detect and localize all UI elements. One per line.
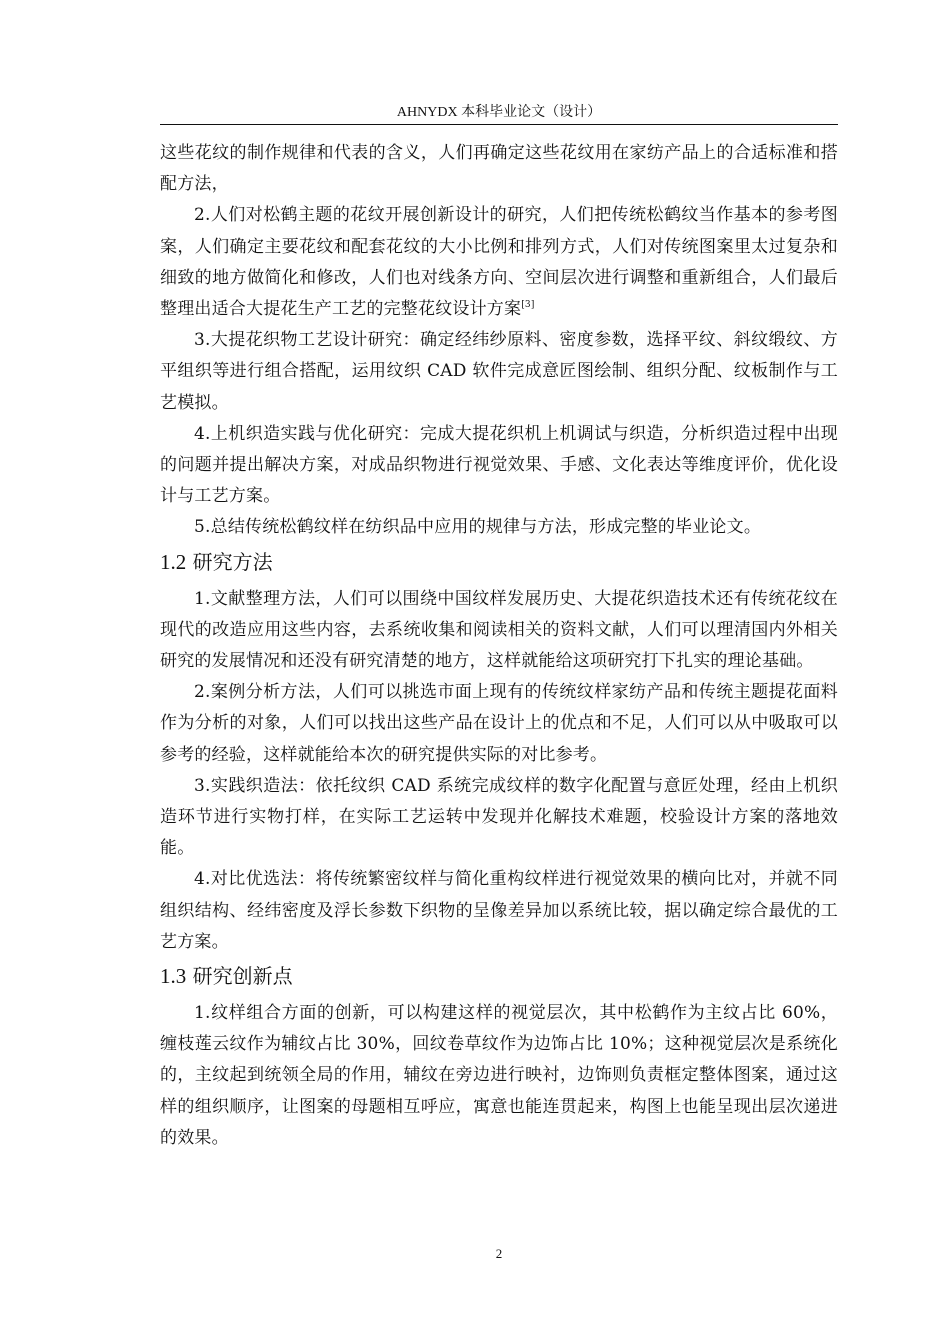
section-heading-1-3 (160, 961, 838, 991)
section-number: 1.3 (160, 964, 187, 989)
paragraph-method-1: 1.文献整理方法，人们可以围绕中国纹样发展历史、大提花织造技术还有传统花纹在现代的改造应用这些内容，去系统收集和阅读相关的资料文献，人们可以理清国内外相关研究的发展情况和还没有研究清楚的地方，这样就能给这项研究打下扎实的理论基础。 (160, 588, 838, 672)
paragraph-method-3: 3.实践织造法：依托纹织 CAD 系统完成纹样的数字化配置与意匠处理，经由上机织造环节进行实物打样，在实际工艺运转中发现并化解技术难题，校验设计方案的落地效能。 (160, 775, 838, 859)
page-number: 2 (495, 1246, 503, 1261)
paragraph-content-4: 4.上机织造实践与优化研究：完成大提花织机上机调试与织造，分析织造过程中出现的问题并提出解决方案，对成品织物进行视觉效果、手感、文化表达等维度评价，优化设计与工艺方案。 (160, 423, 838, 507)
paragraph-continued: 这些花纹的制作规律和代表的含义，人们再确定这些花纹用在家纺产品上的合适标准和搭配方法， (160, 143, 838, 195)
paragraph-content-5: 5.总结传统松鹤纹样在纺织品中应用的规律与方法，形成完整的毕业论文。 (194, 517, 762, 538)
paragraph-method-2: 2.案例分析方法，人们可以挑选市面上现有的传统纹样家纺产品和传统主题提花面料作为分析的对象，人们可以找出这些产品在设计上的优点和不足，人们可以从中吸取可以参考的经验，这样就能给本次的研究提供实际的对比参考。 (160, 682, 838, 765)
paragraph-content-3: 3.大提花织物工艺设计研究：确定经纬纱原料、密度参数，选择平纹、斜纹缎纹、方平组织等进行组合搭配，运用纹织 CAD 软件完成意匠图绘制、组织分配、纹板制作与工艺模拟。 (160, 330, 838, 413)
citation-ref: [3] (521, 300, 535, 311)
section-heading-1-2 (160, 547, 838, 577)
paragraph-text: 2.人们对松鹤主题的花纹开展创新设计的研究，人们把传统松鹤纹当作基本的参考图案，人们确定主要花纹和配套花纹的大小比例和排列方式，人们对传统图案里太过复杂和细致的地方做简化和修改，人们也对线条方向、空间层次进行调整和重新组合，人们最后整理出适合大提花生产工艺的完整花纹设计方案 (160, 205, 838, 320)
paragraph-innovation-1: 1.纹样组合方面的创新，可以构建这样的视觉层次，其中松鹤作为主纹占比 60%，缠枝莲云纹作为辅纹占比 30%，回纹卷草纹作为边饰占比 10%；这种视觉层次是系统化的，主纹起到统领全局的作用，辅纹在旁边进行映衬，边饰则负责框定整体图案，通过这样的组织顺序，让图案的母题相互呼应，寓意也能连贯起来，构图上也能呈现出层次递进的效果。 (160, 1003, 838, 1148)
page-body (160, 138, 838, 1154)
section-title: 研究创新点 (192, 964, 293, 989)
running-header: AHNYDX 本科毕业论文（设计） (396, 105, 602, 120)
paragraph-method-4: 4.对比优选法：将传统繁密纹样与简化重构纹样进行视觉效果的横向比对，并就不同组织结构、经纬密度及浮长参数下织物的呈像差异加以系统比较，据以确定综合最优的工艺方案。 (160, 869, 838, 952)
section-number: 1.2 (160, 549, 187, 574)
paragraph-content-2 (160, 200, 838, 325)
header-rule (160, 124, 838, 125)
section-title: 研究方法 (192, 549, 273, 574)
